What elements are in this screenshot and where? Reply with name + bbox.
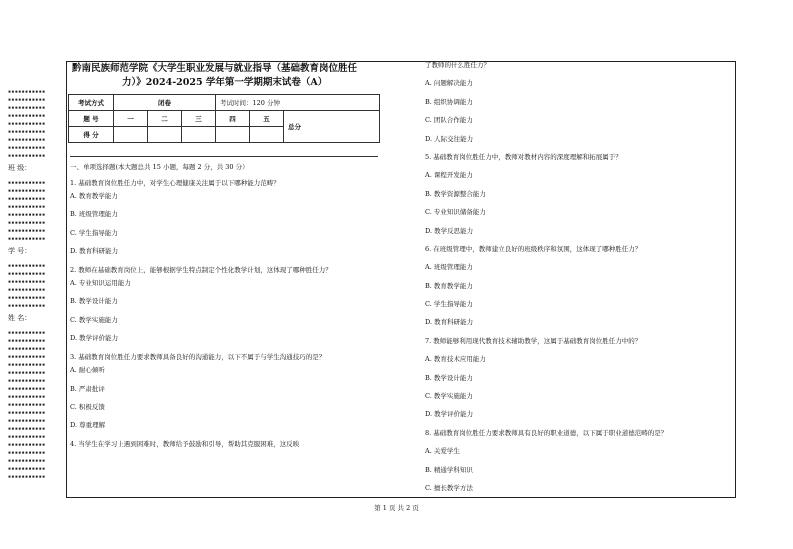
- question-stem: 3. 基础教育岗位胜任力要求教师具备良好的沟通能力，以下不属于与学生沟通技巧的是？: [70, 352, 326, 361]
- student-id-label: 学 号：: [8, 247, 32, 255]
- binding-dots-2: ▪▪▪▪▪▪▪▪▪▪▪ ▪▪▪▪▪▪▪▪▪▪▪ ▪▪▪▪▪▪▪▪▪▪▪ ▪▪▪▪▪▪▪▪▪▪▪ ▪▪▪▪▪▪▪▪▪▪▪ ▪▪▪▪▪▪▪▪▪▪▪ ▪▪▪▪▪▪▪▪▪▪▪ ▪▪▪▪▪▪▪▪▪▪▪: [8, 180, 46, 242]
- name-label: 姓 名：: [8, 314, 32, 322]
- exam-mode-label: 考试方式: [69, 95, 114, 111]
- section-1: 一: [114, 111, 148, 127]
- question-stem: 2. 教师在基础教育岗位上，能够根据学生特点制定个性化教学计划，这体现了哪种胜任力？: [70, 265, 332, 274]
- option: B. 教学设计能力: [425, 373, 473, 382]
- exam-mode-value: 闭卷: [114, 95, 216, 111]
- option: C. 积极反馈: [70, 402, 105, 411]
- option: A. 教育技术应用能力: [425, 355, 486, 364]
- option: B. 教学设计能力: [70, 297, 118, 306]
- binding-dots-4: ▪▪▪▪▪▪▪▪▪▪▪ ▪▪▪▪▪▪▪▪▪▪▪ ▪▪▪▪▪▪▪▪▪▪▪ ▪▪▪▪▪▪▪▪▪▪▪ ▪▪▪▪▪▪▪▪▪▪▪ ▪▪▪▪▪▪▪▪▪▪▪ ▪▪▪▪▪▪▪▪▪▪▪ ▪▪▪▪▪▪▪▪▪▪▪ ▪▪▪▪▪▪▪▪▪▪▪ ▪▪▪▪▪▪▪▪▪▪▪ ▪▪▪▪▪▪▪▪▪▪▪ ▪▪▪▪▪▪▪▪▪▪▪ ▪▪▪▪▪▪▪▪▪▪▪ ▪▪▪▪▪▪▪▪▪▪▪ ▪▪▪▪▪▪▪▪▪▪▪ ▪▪▪▪▪▪▪▪▪▪▪ ▪▪▪▪▪▪▪▪▪▪▪ ▪▪▪▪▪▪▪▪▪▪▪ ▪▪▪▪▪▪▪▪▪▪▪: [8, 330, 46, 480]
- left-column: [70, 62, 380, 452]
- option: B. 精通学科知识: [425, 465, 473, 474]
- binding-dots-1: ▪▪▪▪▪▪▪▪▪▪▪ ▪▪▪▪▪▪▪▪▪▪▪ ▪▪▪▪▪▪▪▪▪▪▪ ▪▪▪▪▪▪▪▪▪▪▪ ▪▪▪▪▪▪▪▪▪▪▪ ▪▪▪▪▪▪▪▪▪▪▪ ▪▪▪▪▪▪▪▪▪▪▪ ▪▪▪▪▪▪▪▪▪▪▪ ▪▪▪▪▪▪▪▪▪▪▪: [8, 89, 46, 159]
- score-cell: [114, 127, 148, 143]
- option: C. 擅长教学方法: [425, 483, 473, 492]
- question-no-label: 题 号: [69, 111, 114, 127]
- option: A. 关爱学生: [425, 447, 460, 456]
- option: A. 课程开发能力: [425, 171, 473, 180]
- option: D. 教育科研能力: [70, 247, 119, 256]
- option: C. 团队合作能力: [425, 116, 473, 125]
- option: C. 学生指导能力: [70, 228, 118, 237]
- option: C. 学生指导能力: [425, 300, 473, 309]
- exam-title: 黔南民族师范学院《大学生职业发展与就业指导（基础教育岗位胜任 力）》2024-2025 学年第一学期期末试卷（A）: [72, 63, 358, 88]
- right-column: [425, 60, 731, 501]
- option: A. 班级管理能力: [425, 263, 473, 272]
- option: B. 组织协调能力: [425, 97, 473, 106]
- section-3: 三: [182, 111, 216, 127]
- question-stem: 8. 基础教育岗位胜任力要求教师具有良好的职业道德，以下属于职业道德范畴的是？: [425, 428, 668, 437]
- option: B. 严肃批评: [70, 384, 105, 393]
- option: D. 教育科研能力: [425, 318, 474, 327]
- question-stem: 4. 当学生在学习上遇到困难时，教师给予鼓励和引导，帮助其克服困难，这反映: [70, 439, 300, 448]
- binding-strip: [8, 88, 58, 518]
- binding-dots-3: ▪▪▪▪▪▪▪▪▪▪▪ ▪▪▪▪▪▪▪▪▪▪▪ ▪▪▪▪▪▪▪▪▪▪▪ ▪▪▪▪▪▪▪▪▪▪▪ ▪▪▪▪▪▪▪▪▪▪▪ ▪▪▪▪▪▪▪▪▪▪▪: [8, 263, 46, 309]
- option: B. 教学资源整合能力: [425, 189, 486, 198]
- option: A. 耐心倾听: [70, 366, 105, 375]
- option: D. 人际交往能力: [425, 134, 474, 143]
- question-stem: 7. 教师能够利用现代教育技术辅助教学，这属于基础教育岗位胜任力中的？: [425, 336, 642, 345]
- option: D. 教学反思能力: [425, 226, 474, 235]
- option: A. 教育教学能力: [70, 192, 118, 200]
- score-cell: [148, 127, 182, 143]
- option: C. 教学实施能力: [70, 315, 118, 324]
- question-stem: 1. 基础教育岗位胜任力中，对学生心理健康关注属于以下哪种能力范畴？: [70, 178, 280, 187]
- score-table: [68, 94, 380, 143]
- score-cell: [182, 127, 216, 143]
- total-label: 总分: [284, 111, 380, 143]
- option: A. 专业知识运用能力: [70, 279, 131, 288]
- question-stem-continued: 了教师的什么胜任力？: [425, 61, 490, 69]
- question-stem: 5. 基础教育岗位胜任力中，教师对教材内容的深度理解和拓展属于？: [425, 152, 622, 161]
- section-2: 二: [148, 111, 182, 127]
- page-number: 第 1 页 共 2 页: [374, 504, 419, 512]
- score-cell: [216, 127, 250, 143]
- option: D. 尊重理解: [70, 421, 106, 430]
- section-4: 四: [216, 111, 250, 127]
- option: D. 教学评价能力: [70, 334, 119, 343]
- question-stem: 6. 在班级管理中，教师建立良好的班级秩序和氛围，这体现了哪种胜任力？: [425, 244, 642, 253]
- exam-time: 考试时间：120 分钟: [216, 95, 380, 111]
- divider: [70, 156, 378, 157]
- question-list-right: [425, 60, 731, 493]
- option: B. 班级管理能力: [70, 210, 118, 219]
- question-list-left: [70, 162, 380, 449]
- score-cell: [250, 127, 284, 143]
- option: D. 教学评价能力: [425, 410, 474, 419]
- score-row-label: 得 分: [69, 127, 114, 143]
- option: A. 问题解决能力: [425, 79, 473, 88]
- option: C. 教学实施能力: [425, 392, 473, 401]
- class-label: 班 级：: [8, 164, 32, 172]
- section-5: 五: [250, 111, 284, 127]
- option: B. 教育教学能力: [425, 281, 473, 290]
- section-heading: 一、单项选择题(本大题总共 15 小题，每题 2 分，共 30 分）: [70, 163, 249, 171]
- option: C. 专业知识储备能力: [425, 208, 486, 217]
